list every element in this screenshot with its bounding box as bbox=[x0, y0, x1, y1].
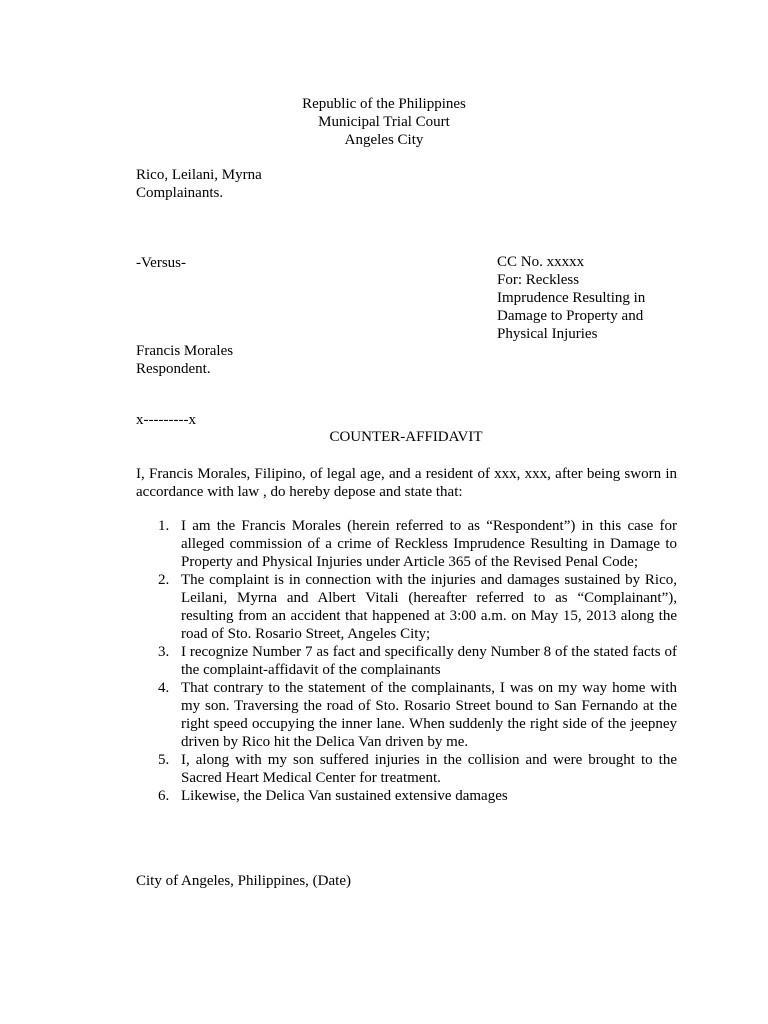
complainants-label: Complainants. bbox=[136, 185, 224, 201]
list-item-number: 2. bbox=[158, 572, 170, 588]
court-header bbox=[0, 95, 768, 149]
versus-text: -Versus- bbox=[136, 255, 186, 271]
list-item-number: 3. bbox=[158, 644, 170, 660]
intro-paragraph: I, Francis Morales, Filipino, of legal age, and a resident of xxx, xxx, after being sworn in accordance with law , do hereby depose and state that: bbox=[136, 466, 677, 500]
case-for-line: Physical Injuries bbox=[497, 326, 598, 342]
list-item bbox=[136, 571, 677, 643]
respondent-block bbox=[136, 342, 233, 378]
list-item bbox=[136, 787, 677, 805]
versus-block bbox=[136, 254, 186, 272]
list-item bbox=[136, 643, 677, 679]
complainants-names: Rico, Leilani, Myrna bbox=[136, 167, 262, 183]
case-number: CC No. xxxxx bbox=[497, 254, 585, 270]
list-item-number: 4. bbox=[158, 680, 170, 696]
case-for-line: Imprudence Resulting in bbox=[497, 290, 646, 306]
respondent-name: Francis Morales bbox=[136, 343, 234, 359]
header-court: Municipal Trial Court bbox=[318, 114, 450, 130]
list-item-text: That contrary to the statement of the complainants, I was on my way home with my son. Traversing the road of Sto. Rosario Street bound to San Fernando at the right speed occupying the inner lane. When suddenly the right side of the jeepney driven by Rico hit the Delica Van driven by me. bbox=[181, 680, 677, 750]
separator-text: x---------x bbox=[136, 412, 196, 428]
case-info bbox=[497, 253, 697, 343]
case-for-line: For: Reckless bbox=[497, 272, 580, 288]
list-item-text: Likewise, the Delica Van sustained extensive damages bbox=[181, 788, 508, 804]
list-item bbox=[136, 679, 677, 751]
list-item-text: I, along with my son suffered injuries in the collision and were brought to the Sacred Heart Medical Center for treatment. bbox=[181, 752, 677, 786]
list-item-number: 6. bbox=[158, 788, 170, 804]
list-item-text: I recognize Number 7 as fact and specifically deny Number 8 of the stated facts of the complaint-affidavit of the complainants bbox=[181, 644, 677, 678]
complainants-block bbox=[136, 166, 262, 202]
document-title: COUNTER-AFFIDAVIT bbox=[329, 429, 483, 445]
case-for-line: Damage to Property and bbox=[497, 308, 644, 324]
list-item-text: I am the Francis Morales (herein referred to as “Respondent”) in this case for alleged commission of a crime of Reckless Imprudence Resulting in Damage to Property and Physical Injuries under Article 365 of the Revised Penal Code; bbox=[181, 518, 677, 570]
closing-place-date: City of Angeles, Philippines, (Date) bbox=[136, 873, 351, 889]
respondent-label: Respondent. bbox=[136, 361, 211, 377]
separator-line bbox=[136, 411, 196, 429]
list-item-number: 1. bbox=[158, 518, 170, 534]
list-item bbox=[136, 751, 677, 787]
header-republic: Republic of the Philippines bbox=[302, 96, 466, 112]
list-item bbox=[136, 517, 677, 571]
header-city: Angeles City bbox=[344, 132, 424, 148]
statement-list bbox=[136, 517, 677, 805]
list-item-text: The complaint is in connection with the injuries and damages sustained by Rico, Leilani, Myrna and Albert Vitali (hereafter referred to as “Complainant”), resulting from an accident that happened at 3:00 a.m. on May 15, 2013 along the road of Sto. Rosario Street, Angeles City; bbox=[181, 572, 677, 642]
list-item-number: 5. bbox=[158, 752, 170, 768]
